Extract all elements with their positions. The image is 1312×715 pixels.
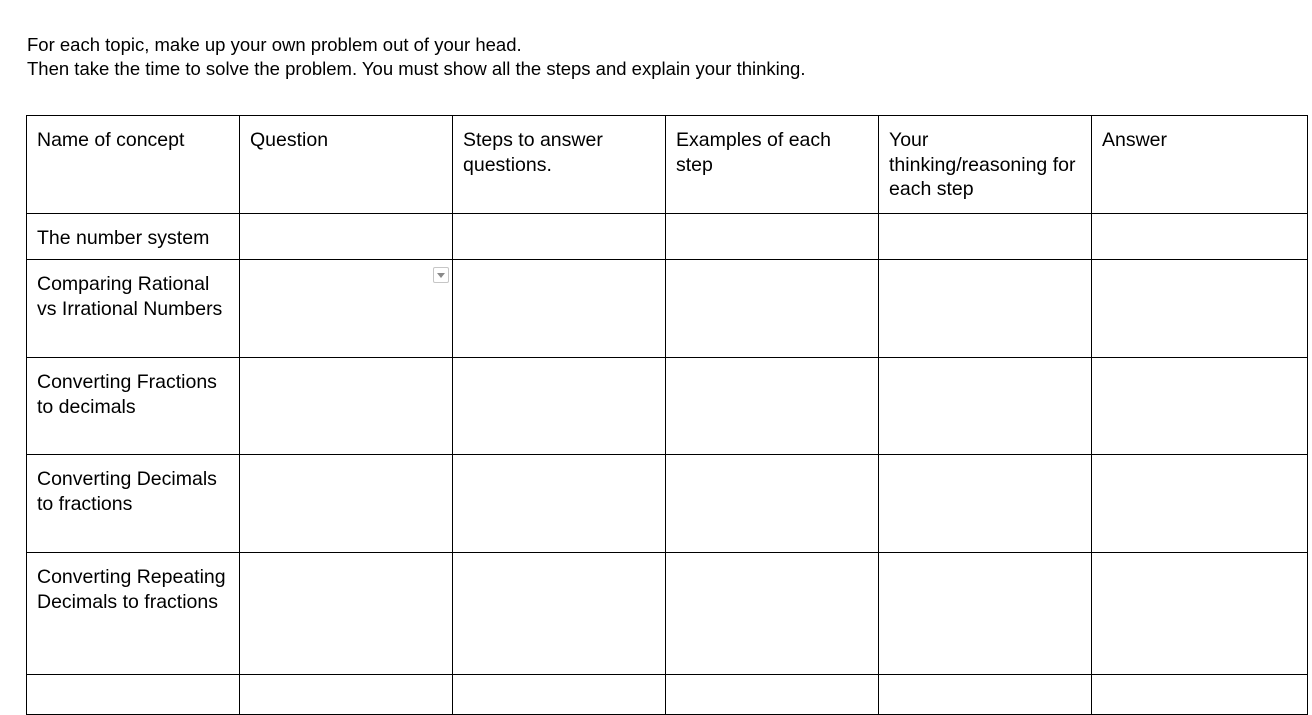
table-header-row (27, 116, 1308, 214)
steps-cell[interactable] (453, 260, 666, 358)
answer-cell[interactable] (1092, 455, 1308, 553)
table-row (27, 455, 1308, 553)
examples-cell[interactable] (666, 358, 879, 455)
header-examples[interactable]: Examples of each step (666, 116, 879, 214)
answer-cell[interactable] (1092, 214, 1308, 260)
table-row (27, 553, 1308, 675)
examples-cell[interactable] (666, 675, 879, 715)
table-row (27, 358, 1308, 455)
concept-cell[interactable]: Converting Repeating Decimals to fractions (27, 553, 240, 675)
examples-cell[interactable] (666, 260, 879, 358)
header-question[interactable]: Question (240, 116, 453, 214)
examples-cell[interactable] (666, 214, 879, 260)
table-row (27, 675, 1308, 715)
table-row (27, 260, 1308, 358)
answer-cell[interactable] (1092, 358, 1308, 455)
chevron-down-glyph (437, 273, 445, 278)
steps-cell[interactable] (453, 455, 666, 553)
steps-cell[interactable] (453, 358, 666, 455)
answer-cell[interactable] (1092, 553, 1308, 675)
header-name-of-concept[interactable]: Name of concept (27, 116, 240, 214)
instruction-line-1: For each topic, make up your own problem out of your head. (27, 34, 522, 55)
answer-cell[interactable] (1092, 260, 1308, 358)
reasoning-cell[interactable] (879, 455, 1092, 553)
reasoning-cell[interactable] (879, 358, 1092, 455)
examples-cell[interactable] (666, 455, 879, 553)
answer-cell[interactable] (1092, 675, 1308, 715)
question-cell[interactable] (240, 553, 453, 675)
steps-cell[interactable] (453, 553, 666, 675)
reasoning-cell[interactable] (879, 553, 1092, 675)
examples-cell[interactable] (666, 553, 879, 675)
question-cell[interactable] (240, 455, 453, 553)
concept-cell[interactable]: Converting Decimals to fractions (27, 455, 240, 553)
steps-cell[interactable] (453, 214, 666, 260)
question-cell[interactable] (240, 214, 453, 260)
concept-cell[interactable] (27, 675, 240, 715)
question-cell[interactable] (240, 260, 453, 358)
table-row (27, 214, 1308, 260)
header-answer[interactable]: Answer (1092, 116, 1308, 214)
reasoning-cell[interactable] (879, 675, 1092, 715)
chevron-down-icon[interactable] (433, 267, 449, 283)
header-steps[interactable]: Steps to answer questions. (453, 116, 666, 214)
header-reasoning[interactable]: Your thinking/reasoning for each step (879, 116, 1092, 214)
reasoning-cell[interactable] (879, 260, 1092, 358)
question-cell[interactable] (240, 675, 453, 715)
concept-cell[interactable]: The number system (27, 214, 240, 260)
instructions (27, 33, 805, 81)
reasoning-cell[interactable] (879, 214, 1092, 260)
concept-cell[interactable]: Comparing Rational vs Irrational Numbers (27, 260, 240, 358)
concept-cell[interactable]: Converting Fractions to decimals (27, 358, 240, 455)
question-cell[interactable] (240, 358, 453, 455)
instruction-line-2: Then take the time to solve the problem. You must show all the steps and explain your thinking. (27, 58, 806, 79)
worksheet-table (26, 115, 1308, 715)
steps-cell[interactable] (453, 675, 666, 715)
